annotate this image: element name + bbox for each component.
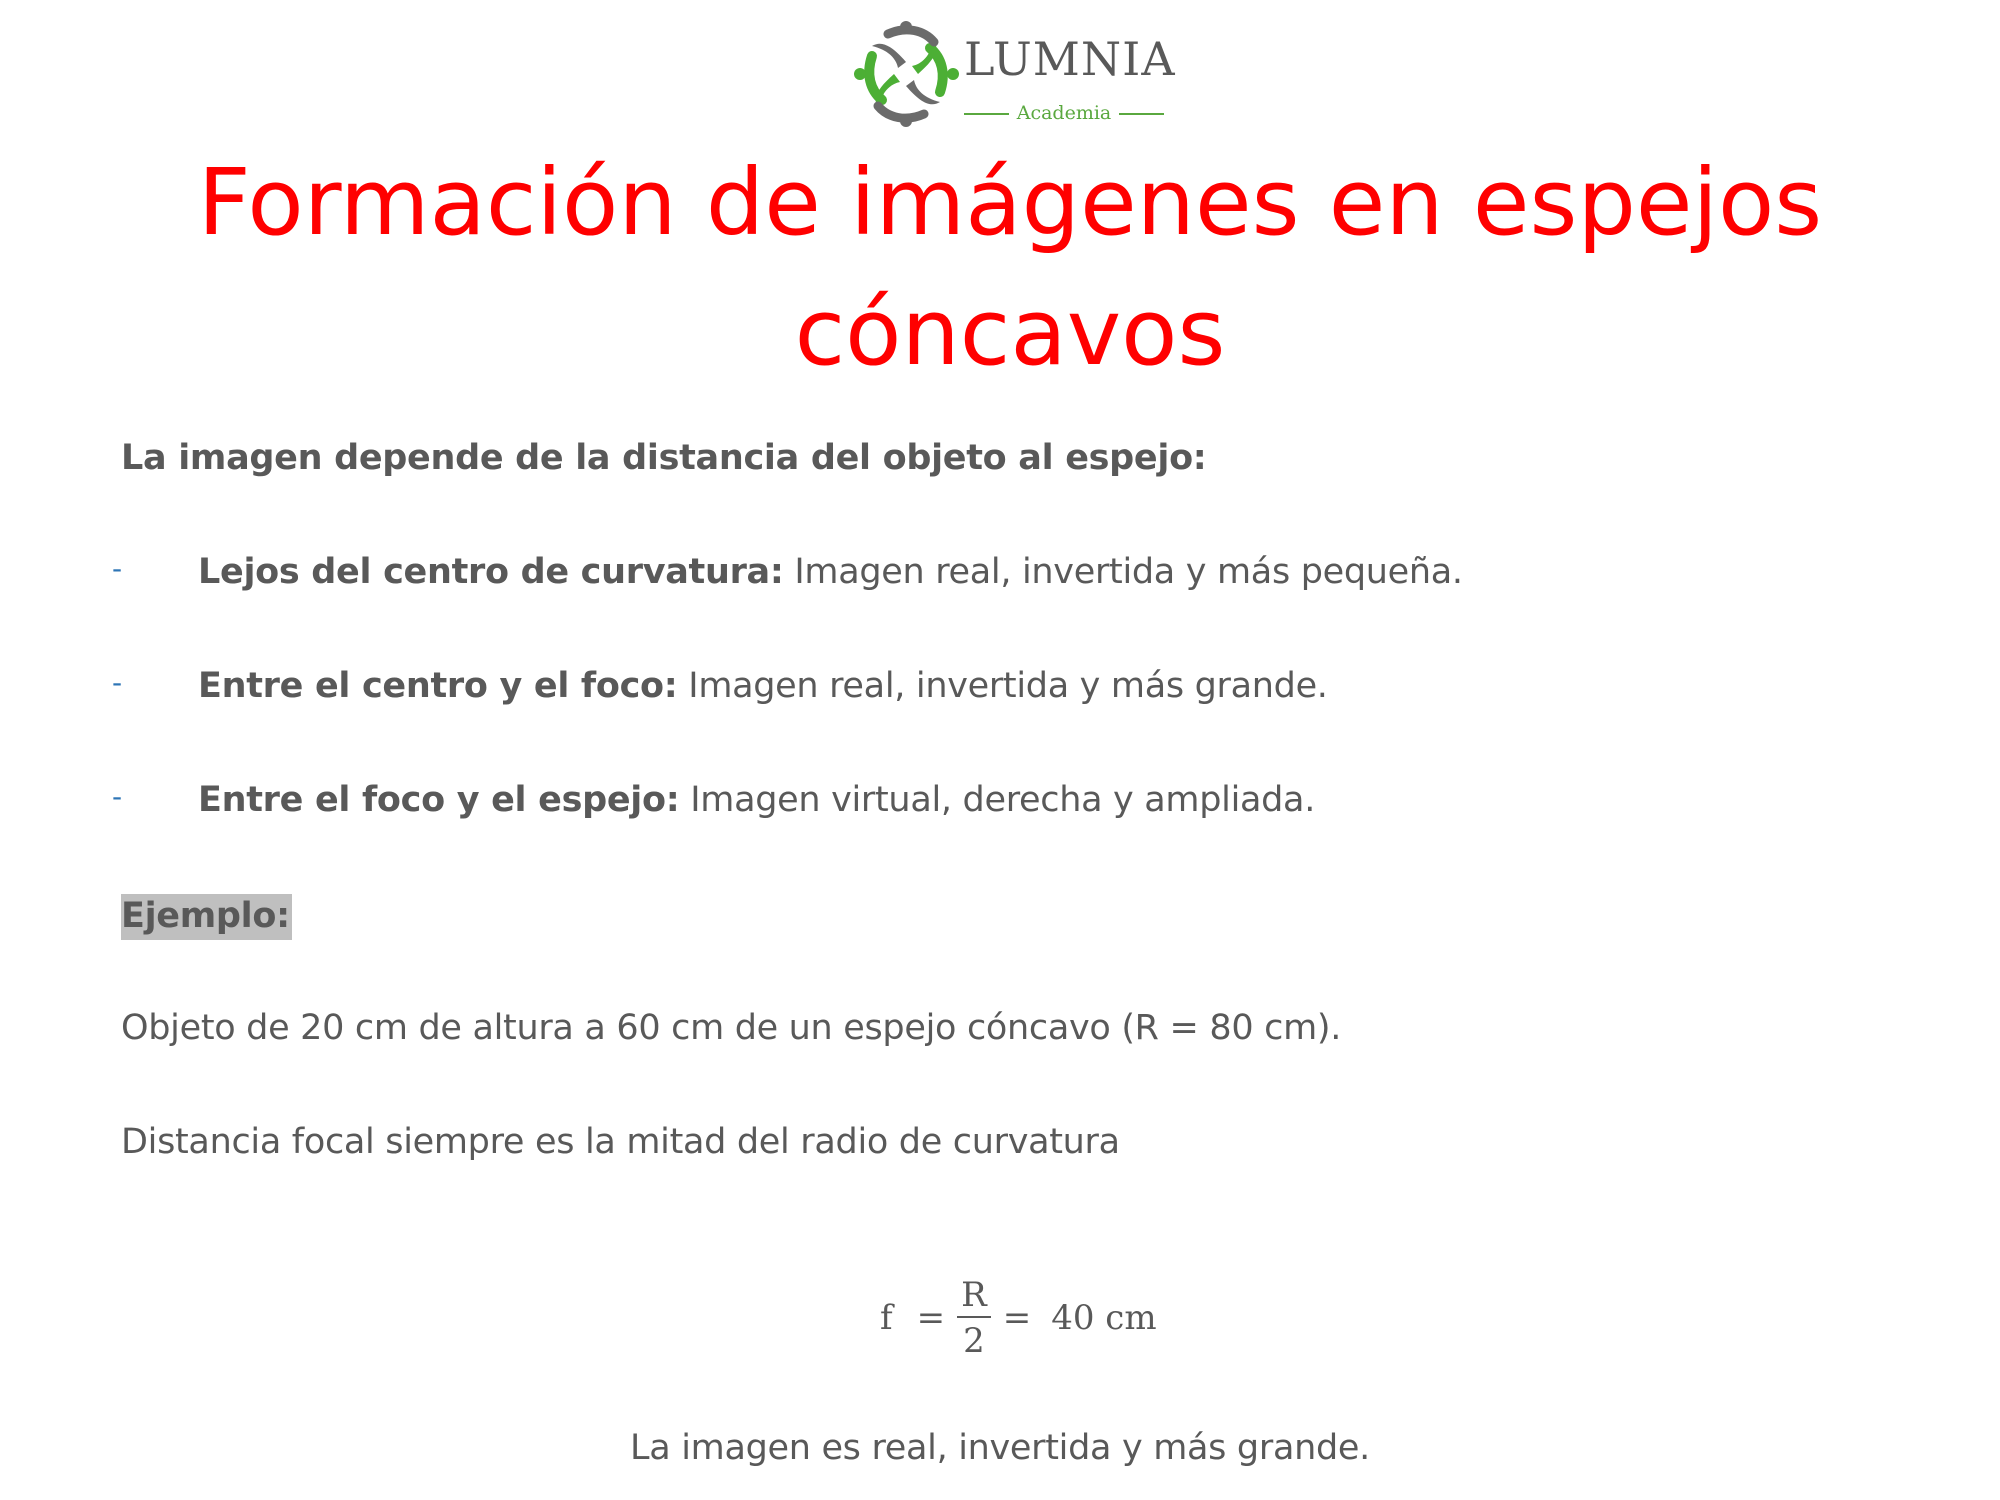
- bullet-body: Imagen real, invertida y más grande.: [677, 666, 1328, 706]
- bullet-text: [198, 780, 1315, 820]
- lumnia-emblem-icon: [852, 16, 962, 131]
- title-line-2: cóncavos: [794, 279, 1226, 386]
- formula-equals-2: =: [1002, 1298, 1032, 1338]
- logo-rule-left: [964, 113, 1009, 115]
- conclusion-text: La imagen es real, invertida y más grande.: [630, 1428, 1370, 1468]
- lumnia-logo: [852, 16, 1176, 131]
- formula-numerator: R: [957, 1278, 991, 1318]
- formula-equals-1: =: [916, 1298, 946, 1338]
- bullet-bold: Lejos del centro de curvatura:: [198, 552, 784, 592]
- logo-name: LUMNIA: [964, 32, 1176, 86]
- formula-denominator: 2: [963, 1321, 985, 1361]
- logo-subtitle-text: Academia: [1016, 102, 1112, 124]
- title-line-1: Formación de imágenes en espejos: [197, 149, 1823, 256]
- example-statement: Objeto de 20 cm de altura a 60 cm de un espejo cóncavo (R = 80 cm).: [121, 1008, 1342, 1048]
- page-title: [100, 138, 1920, 398]
- bullet-bold: Entre el foco y el espejo:: [198, 780, 680, 820]
- bullet-dash: -: [112, 552, 122, 585]
- formula-result: 40 cm: [1051, 1298, 1157, 1338]
- logo-rule-right: [1119, 113, 1164, 115]
- bullet-body: Imagen real, invertida y más pequeña.: [783, 552, 1463, 592]
- bullet-text: [198, 666, 1328, 706]
- bullet-text: [198, 552, 1463, 592]
- bullet-bold: Entre el centro y el foco:: [198, 666, 678, 706]
- bullet-dash: -: [112, 666, 122, 699]
- formula-lhs: f: [880, 1298, 893, 1338]
- formula-fraction: [957, 1275, 991, 1361]
- focal-formula: [880, 1268, 1157, 1368]
- example-label: Ejemplo:: [121, 894, 292, 940]
- logo-subtitle: [964, 104, 1164, 123]
- focal-note: Distancia focal siempre es la mitad del radio de curvatura: [121, 1122, 1120, 1162]
- bullet-dash: -: [112, 780, 122, 813]
- bullet-body: Imagen virtual, derecha y ampliada.: [679, 780, 1316, 820]
- intro-heading: La imagen depende de la distancia del objeto al espejo:: [121, 438, 1207, 478]
